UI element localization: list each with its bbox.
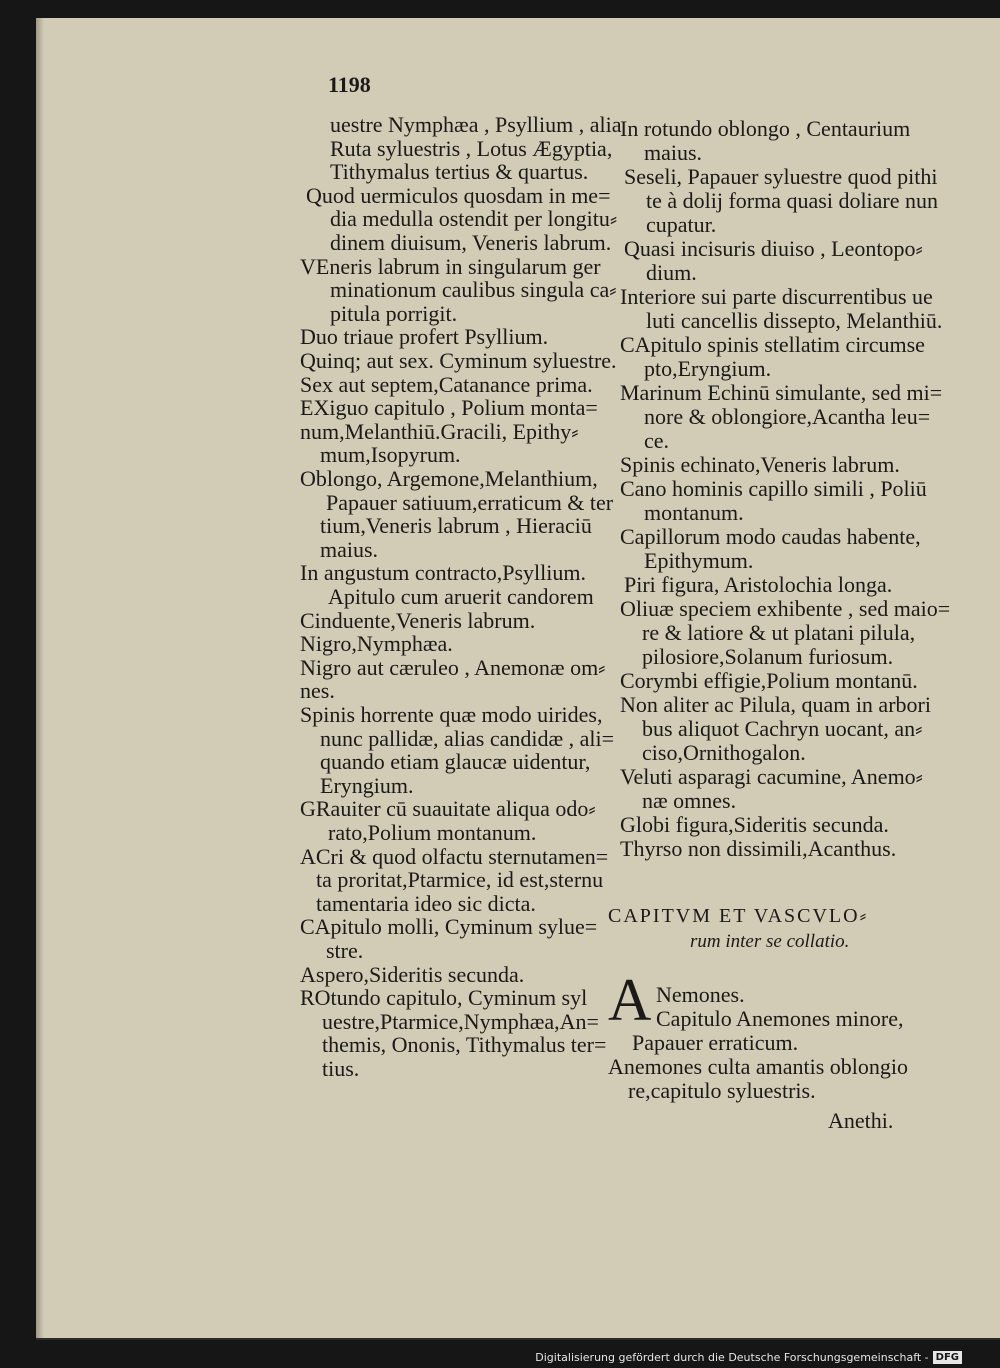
text-line: Papauer erraticum. (632, 1030, 799, 1055)
text-line: nes. (300, 678, 335, 704)
text-line: Duo triaue profert Psyllium. (300, 324, 549, 350)
text-line: te à dolij forma quasi doliare nun (646, 188, 939, 213)
drop-cap: A (608, 967, 652, 1033)
text-line: Veluti asparagi cacumine, Anemo⸗ (620, 764, 924, 789)
text-line: ROtundo capitulo, Cyminum syl (300, 985, 588, 1011)
text-line: næ omnes. (642, 788, 737, 813)
text-line: Capillorum modo caudas habente, (620, 524, 921, 549)
section-subheading: rum inter se collatio. (690, 931, 850, 952)
text-line: Marinum Echinū simulante, sed mi= (620, 380, 943, 405)
text-line: VEneris labrum in singularum ger (300, 253, 601, 279)
text-line: minationum caulibus singula ca⸗ (330, 277, 617, 303)
text-line: ta proritat,Ptarmice, id est,sternu (316, 867, 604, 893)
page-bottom-edge (36, 1338, 1000, 1340)
text-line: pitula porrigit. (330, 300, 458, 326)
text-line: Quod uermiculos quosdam in me= (306, 182, 611, 208)
dfg-logo: DFG (933, 1351, 962, 1364)
text-line: ciso,Ornithogalon. (642, 740, 806, 765)
text-line: Nigro,Nymphæa. (300, 631, 453, 657)
text-line: ACri & quod olfactu sternutamen= (300, 843, 609, 869)
text-line: Piri figura, Aristolochia longa. (624, 572, 893, 597)
text-line: num,Melanthiū.Gracili, Epithy⸗ (300, 418, 579, 444)
page-number: 1198 (328, 72, 371, 97)
text-line: Interiore sui parte discurrentibus ue (620, 284, 933, 309)
page-edge-shadow (36, 18, 44, 1338)
text-line: Eryngium. (320, 772, 414, 798)
text-line: Oblongo, Argemone,Melanthium, (300, 466, 598, 491)
text-line: tamentaria ideo sic dicta. (316, 890, 536, 916)
text-line: Cinduente,Veneris labrum. (300, 607, 536, 633)
text-line: Spinis horrente quæ modo uirides, (300, 702, 603, 727)
text-line: tium,Veneris labrum , Hieraciū (320, 513, 592, 539)
text-line: Quinq; aut sex. Cyminum syluestre. (300, 348, 617, 373)
text-line: tius. (322, 1056, 360, 1081)
text-line: uestre,Ptarmice,Nymphæa,An= (322, 1008, 599, 1034)
text-line: dia medulla ostendit per longitu⸗ (330, 206, 618, 232)
text-line: themis, Ononis, Tithymalus ter= (322, 1032, 607, 1058)
text-line: cupatur. (646, 212, 717, 237)
text-line: Apitulo cum aruerit candorem (328, 584, 594, 609)
text-line: nore & oblongiore,Acantha leu= (644, 404, 931, 429)
text-line: EXiguo capitulo , Polium monta= (300, 395, 598, 421)
text-line: Non aliter ac Pilula, quam in arbori (620, 692, 931, 717)
text-line: Seseli, Papauer syluestre quod pithi (624, 164, 938, 189)
text-line: mum,Isopyrum. (320, 442, 461, 468)
text-line: Capitulo Anemones minore, (656, 1006, 904, 1031)
text-line: Nemones. (656, 982, 745, 1007)
text-line: Aspero,Sideritis secunda. (300, 961, 525, 987)
text-line: stre. (326, 938, 364, 963)
text-line: dium. (646, 260, 697, 285)
text-line: Globi figura,Sideritis secunda. (620, 812, 889, 837)
text-line: CApitulo molli, Cyminum sylue= (300, 914, 598, 940)
text-line: Quasi incisuris diuiso , Leontopo⸗ (624, 236, 923, 261)
text-line: maius. (320, 536, 379, 562)
text-line: Thyrso non dissimili,Acanthus. (620, 836, 897, 861)
text-line: nunc pallidæ, alias candidæ , ali= (320, 725, 615, 751)
text-line: rato,Polium montanum. (328, 820, 537, 845)
text-line: re,capitulo syluestris. (628, 1078, 816, 1103)
footer-credit (535, 1351, 962, 1364)
text-line: GRauiter cū suauitate aliqua odo⸗ (300, 796, 596, 822)
text-line: re & latiore & ut platani pilula, (642, 620, 916, 645)
text-line: Corymbi effigie,Polium montanū. (620, 668, 918, 693)
text-line: bus aliquot Cachryn uocant, an⸗ (642, 716, 923, 741)
text-line: montanum. (644, 500, 744, 525)
text-line: pilosiore,Solanum furiosum. (642, 644, 894, 669)
text-line: quando etiam glaucæ uidentur, (320, 749, 591, 775)
text-line: Anemones culta amantis oblongio (608, 1054, 908, 1079)
text-line: Tithymalus tertius & quartus. (330, 159, 589, 185)
text-line: Spinis echinato,Veneris labrum. (620, 452, 900, 477)
text-line: maius. (644, 140, 703, 165)
text-line: ce. (644, 428, 670, 453)
text-line: Ruta syluestris , Lotus Ægyptia, (330, 135, 613, 161)
text-line: Epithymum. (644, 548, 754, 573)
text-line: Cano hominis capillo simili , Poliū (620, 476, 927, 501)
text-line: Oliuæ speciem exhibente , sed maio= (620, 596, 951, 621)
catchword: Anethi. (828, 1108, 894, 1133)
footer-text: Digitalisierung gefördert durch die Deutsche Forschungsgemeinschaft - (535, 1351, 929, 1364)
text-line: In rotundo oblongo , Centaurium (620, 116, 911, 141)
text-line: CApitulo spinis stellatim circumse (620, 332, 925, 357)
text-line: pto,Eryngium. (644, 356, 772, 381)
text-line: dinem diuisum, Veneris labrum. (330, 230, 612, 255)
text-line: uestre Nymphæa , Psyllium , alia (330, 112, 622, 137)
text-line: luti cancellis dissepto, Melanthiū. (646, 308, 943, 333)
text-line: Papauer satiuum,erraticum & ter (326, 489, 614, 515)
section-heading: CAPITVM ET VASCVLO⸗ (608, 905, 869, 927)
text-line: In angustum contracto,Psyllium. (300, 560, 586, 586)
text-line: Nigro aut cæruleo , Anemonæ om⸗ (300, 654, 606, 680)
text-line: Sex aut septem,Catanance prima. (300, 371, 593, 397)
